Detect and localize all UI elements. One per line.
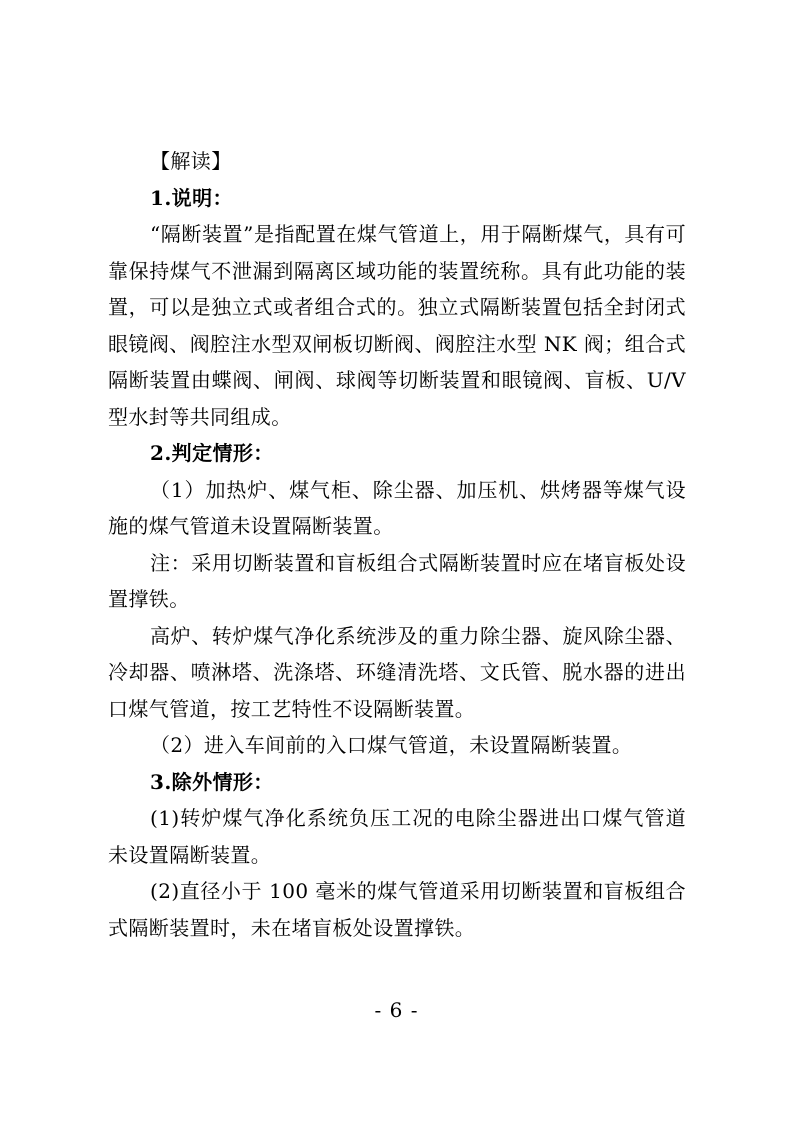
heading-explanation: 1.说明： [150, 185, 233, 210]
page-number: - 6 - [374, 998, 419, 1022]
paragraph-definition: “隔断装置”是指配置在煤气管道上，用于隔断煤气，具有可靠保持煤气不泄漏到隔离区域功能的装置统称。具有此功能的装置，可以是独立式或者组合式的。独立式隔断装置包括全封闭式眼镜阀、阀腔注水型双闸板切断阀、阀腔注水型 NK 阀；组合式隔断装置由蝶阀、闸阀、球阀等切断装置和眼镜阀、盲板、U/V 型水封等共同组成。 [108, 222, 686, 429]
paragraph-case-1: （1）加热炉、煤气柜、除尘器、加压机、烘烤器等煤气设施的煤气管道未设置隔断装置。 [108, 477, 686, 538]
heading-exceptions: 3.除外情形： [150, 769, 274, 794]
paragraph-exception-1: (1)转炉煤气净化系统负压工况的电除尘器进出口煤气管道未设置隔断装置。 [108, 806, 686, 867]
paragraph-exception-2: (2)直径小于 100 毫米的煤气管道采用切断装置和盲板组合式隔断装置时，未在堵盲板处设置撑铁。 [108, 879, 686, 940]
paragraph-exemption-note: 高炉、转炉煤气净化系统涉及的重力除尘器、旋风除尘器、冷却器、喷淋塔、洗涤塔、环缝清洗塔、文氏管、脱水器的进出口煤气管道，按工艺特性不设隔断装置。 [108, 623, 686, 721]
document-body [108, 143, 686, 946]
paragraph-case-2: （2）进入车间前的入口煤气管道，未设置隔断装置。 [150, 733, 633, 757]
section-title: 【解读】 [150, 149, 232, 173]
paragraph-note: 注：采用切断装置和盲板组合式隔断装置时应在堵盲板处设置撑铁。 [108, 550, 686, 611]
heading-judgment-cases: 2.判定情形： [150, 441, 274, 465]
